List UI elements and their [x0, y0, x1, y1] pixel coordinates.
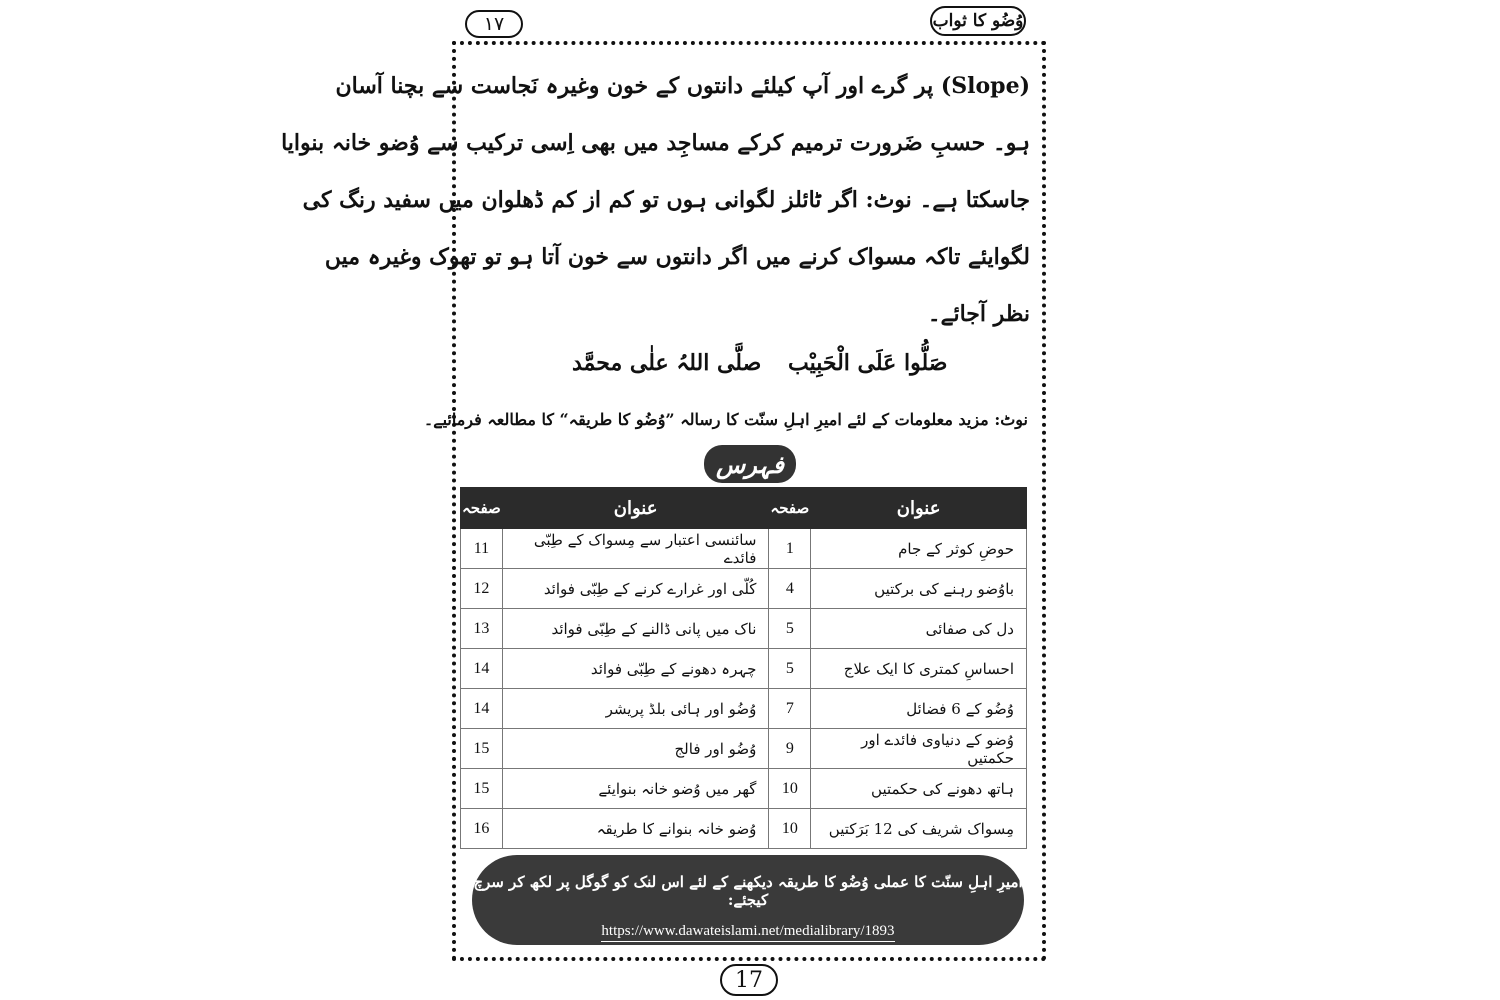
index-row	[461, 809, 1027, 849]
index-entry-title: وُضُو کے 6 فضائل	[811, 689, 1027, 729]
index-entry-page: 10	[769, 809, 811, 849]
index-entry-page: 16	[461, 809, 503, 849]
durood-salutation: صَلُّوا عَلَی الْحَبِیْب	[788, 350, 948, 376]
footer-page-number: 17	[720, 964, 778, 996]
paragraph-line: جاسکتا ہے۔ نوٹ: اگر ٹائلز لگوانی ہوں تو کم از کم ڈھلوان میں سفید رنگ کی	[302, 187, 1030, 213]
index-entry-page: 5	[769, 609, 811, 649]
index-entry-title: ناک میں پانی ڈالنے کے طِبّی فوائد	[502, 609, 769, 649]
index-entry-page: 11	[461, 529, 503, 569]
column-page: صفحہ	[461, 488, 503, 529]
reference-note: نوٹ: مزید معلومات کے لئے امیرِ اہلِ سنّت کا رسالہ ”وُضُو کا طریقہ“ کا مطالعہ فرمائیے۔	[423, 410, 1028, 429]
media-library-link[interactable]: https://www.dawateislami.net/medialibrary/1893	[601, 923, 894, 942]
search-banner	[472, 855, 1024, 945]
index-entry-page: 15	[461, 769, 503, 809]
index-entry-page: 10	[769, 769, 811, 809]
index-entry-title: حوضِ کوثر کے جام	[811, 529, 1027, 569]
header-title: وُضُو کا ثواب	[930, 6, 1026, 36]
index-entry-page: 12	[461, 569, 503, 609]
index-entry-title: باوُضو رہنے کی برکتیں	[811, 569, 1027, 609]
banner-message: امیرِ اہلِ سنّت کا عملی وُضُو کا طریقہ دیکھنے کے لئے اس لنک کو گوگل پر لکھ کر سرچ کیجئے:	[473, 873, 1023, 909]
column-title: عنوان	[811, 488, 1027, 529]
index-entry-title: وُضو خانہ بنوانے کا طریقہ	[502, 809, 769, 849]
index-entry-title: کُلّی اور غرارے کرنے کے طِبّی فوائد	[502, 569, 769, 609]
index-row	[461, 529, 1027, 569]
paragraph-line: (Slope) پر گرے اور آپ کیلئے دانتوں کے خون وغیرہ نَجاست سے بچنا آسان	[335, 73, 1030, 99]
index-entry-page: 9	[769, 729, 811, 769]
index-entry-page: 1	[769, 529, 811, 569]
index-header-row	[461, 488, 1027, 529]
paragraph-line: لگوایئے تاکہ مسواک کرنے میں اگر دانتوں سے خون آتا ہو تو تھوک وغیرہ میں	[324, 244, 1030, 270]
index-entry-title: سائنسی اعتبار سے مِسواک کے طِبّی فائدے	[502, 529, 769, 569]
index-entry-page: 13	[461, 609, 503, 649]
paragraph-line: نظر آجائے۔	[927, 301, 1030, 327]
index-row	[461, 729, 1027, 769]
index-entry-page: 14	[461, 689, 503, 729]
column-title: عنوان	[502, 488, 769, 529]
index-entry-title: وُضو کے دنیاوی فائدے اور حکمتیں	[811, 729, 1027, 769]
index-entry-title: وُضُو اور فالج	[502, 729, 769, 769]
index-entry-title: دل کی صفائی	[811, 609, 1027, 649]
index-entry-page: 5	[769, 649, 811, 689]
index-entry-title: چہرہ دھونے کے طِبّی فوائد	[502, 649, 769, 689]
index-entry-title: وُضُو اور ہائی بلڈ پریشر	[502, 689, 769, 729]
index-entry-title: گھر میں وُضو خانہ بنوایئے	[502, 769, 769, 809]
index-row	[461, 609, 1027, 649]
index-entry-title: ہاتھ دھونے کی حکمتیں	[811, 769, 1027, 809]
index-entry-page: 7	[769, 689, 811, 729]
durood-response: صلَّی اللہُ علٰی محمَّد	[572, 350, 762, 376]
header-page-number: ۱۷	[465, 10, 523, 38]
column-page: صفحہ	[769, 488, 811, 529]
index-row	[461, 769, 1027, 809]
index-row	[461, 569, 1027, 609]
index-row	[461, 689, 1027, 729]
index-row	[461, 649, 1027, 689]
book-page	[281, 0, 1050, 1000]
index-title: فہرس	[704, 445, 796, 483]
index-entry-title: مِسواک شریف کی 12 بَرَکتیں	[811, 809, 1027, 849]
index-entry-page: 15	[461, 729, 503, 769]
index-entry-title: احساسِ کمتری کا ایک علاج	[811, 649, 1027, 689]
body-paragraph	[281, 58, 1030, 343]
index-entry-page: 4	[769, 569, 811, 609]
paragraph-line: ہو۔ حسبِ ضَرورت ترمیم کرکے مساجِد میں بھی اِسی ترکیب سے وُضو خانہ بنوایا	[281, 130, 1030, 156]
index-table	[460, 487, 1027, 849]
index-entry-page: 14	[461, 649, 503, 689]
